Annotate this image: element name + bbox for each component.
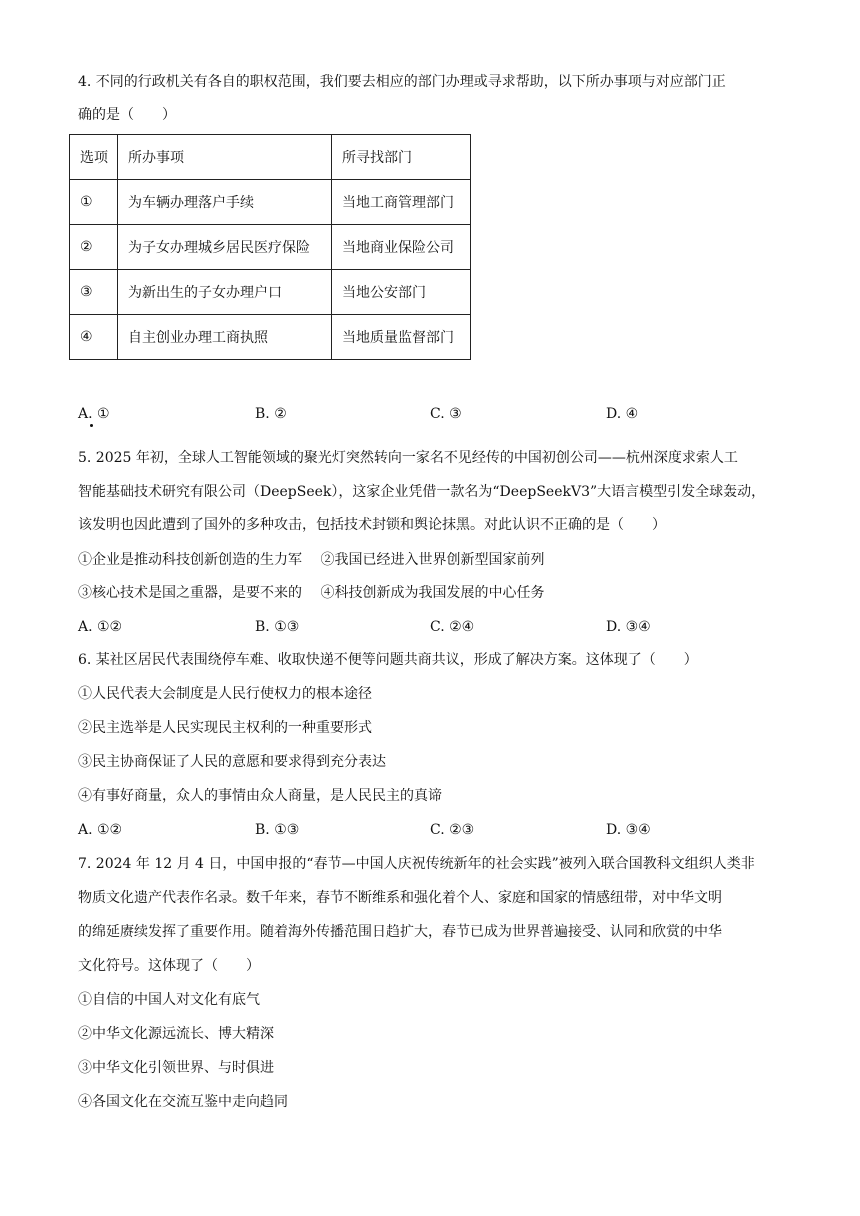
- q7-statement-4: ④各国文化在交流互鉴中走向趋同: [78, 1094, 288, 1110]
- q7-stem-line3: 的绵延赓续发挥了重要作用。随着海外传播范围日趋扩大，春节已成为世界普遍接受、认同和欣赏的中华: [78, 924, 722, 940]
- q6-statement-4: ④有事好商量，众人的事情由众人商量，是人民民主的真谛: [78, 788, 442, 804]
- q7-statement-2: ②中华文化源远流长、博大精深: [78, 1026, 274, 1042]
- q5-option-d[interactable]: D. ③④: [606, 619, 651, 635]
- table-cell: 当地质量监督部门: [332, 315, 471, 360]
- q5-option-a[interactable]: A. ①②: [78, 619, 123, 635]
- q5-stem-line1: 5. 2025 年初，全球人工智能领域的聚光灯突然转向一家名不见经传的中国初创公司——杭州深度求索人工: [78, 450, 738, 466]
- q7-stem-line1: 7. 2024 年 12 月 4 日，中国申报的“春节—中国人庆祝传统新年的社会实践”被列入联合国教科文组织人类非: [78, 856, 755, 872]
- table-row: [70, 180, 471, 225]
- table-cell: 为新出生的子女办理户口: [118, 270, 332, 315]
- table-header-cell: 所寻找部门: [332, 135, 471, 180]
- q4-option-a[interactable]: A. ①: [78, 406, 110, 422]
- table-cell: ②: [70, 225, 118, 270]
- table-cell: 为车辆办理落户手续: [118, 180, 332, 225]
- q7-statement-1: ①自信的中国人对文化有底气: [78, 992, 260, 1008]
- q4-table: [69, 134, 471, 360]
- q7-statement-3: ③中华文化引领世界、与时俱进: [78, 1060, 274, 1076]
- table-cell: 自主创业办理工商执照: [118, 315, 332, 360]
- table-cell: ④: [70, 315, 118, 360]
- table-header-cell: 选项: [70, 135, 118, 180]
- q5-stem-line2: 智能基础技术研究有限公司（DeepSeek），这家企业凭借一款名为“DeepSeekV3”大语言模型引发全球轰动，: [78, 484, 766, 500]
- table-cell: ③: [70, 270, 118, 315]
- answer-dot-mark: [90, 424, 93, 427]
- q5-statements-line2: ③核心技术是国之重器，是要不来的 ④科技创新成为我国发展的中心任务: [78, 585, 545, 601]
- table-row: [70, 315, 471, 360]
- q7-stem-line2: 物质文化遗产代表作名录。数千年来，春节不断维系和强化着个人、家庭和国家的情感纽带，对中华文明: [78, 890, 722, 906]
- q5-statements-line1: ①企业是推动科技创新创造的生力军 ②我国已经进入世界创新型国家前列: [78, 552, 545, 568]
- table-cell: 为子女办理城乡居民医疗保险: [118, 225, 332, 270]
- table-header-cell: 所办事项: [118, 135, 332, 180]
- q6-statement-2: ②民主选举是人民实现民主权利的一种重要形式: [78, 720, 372, 736]
- q6-option-a[interactable]: A. ①②: [78, 822, 123, 838]
- q6-option-b[interactable]: B. ①③: [255, 822, 300, 838]
- table-row: [70, 270, 471, 315]
- table-cell: 当地公安部门: [332, 270, 471, 315]
- q4-stem-line1: 4. 不同的行政机关有各自的职权范围，我们要去相应的部门办理或寻求帮助，以下所办事项与对应部门正: [78, 74, 726, 90]
- q6-stem: 6. 某社区居民代表围绕停车难、收取快递不便等问题共商共议，形成了解决方案。这体现了（ ）: [78, 652, 698, 668]
- table-cell: 当地商业保险公司: [332, 225, 471, 270]
- q7-stem-line4: 文化符号。这体现了（ ）: [78, 958, 260, 974]
- table-cell: ①: [70, 180, 118, 225]
- q5-option-c[interactable]: C. ②④: [430, 619, 475, 635]
- q4-option-d[interactable]: D. ④: [606, 406, 639, 422]
- q4-option-c[interactable]: C. ③: [430, 406, 462, 422]
- q4-option-b[interactable]: B. ②: [255, 406, 287, 422]
- q6-option-d[interactable]: D. ③④: [606, 822, 651, 838]
- q6-statement-1: ①人民代表大会制度是人民行使权力的根本途径: [78, 686, 372, 702]
- q6-statement-3: ③民主协商保证了人民的意愿和要求得到充分表达: [78, 754, 386, 770]
- q5-stem-line3: 该发明也因此遭到了国外的多种攻击，包括技术封锁和舆论抹黑。对此认识不正确的是（ ）: [78, 517, 666, 533]
- q5-option-b[interactable]: B. ①③: [255, 619, 300, 635]
- q6-option-c[interactable]: C. ②③: [430, 822, 475, 838]
- table-header-row: [70, 135, 471, 180]
- table-row: [70, 225, 471, 270]
- table-cell: 当地工商管理部门: [332, 180, 471, 225]
- q4-stem-line2: 确的是（ ）: [78, 107, 176, 123]
